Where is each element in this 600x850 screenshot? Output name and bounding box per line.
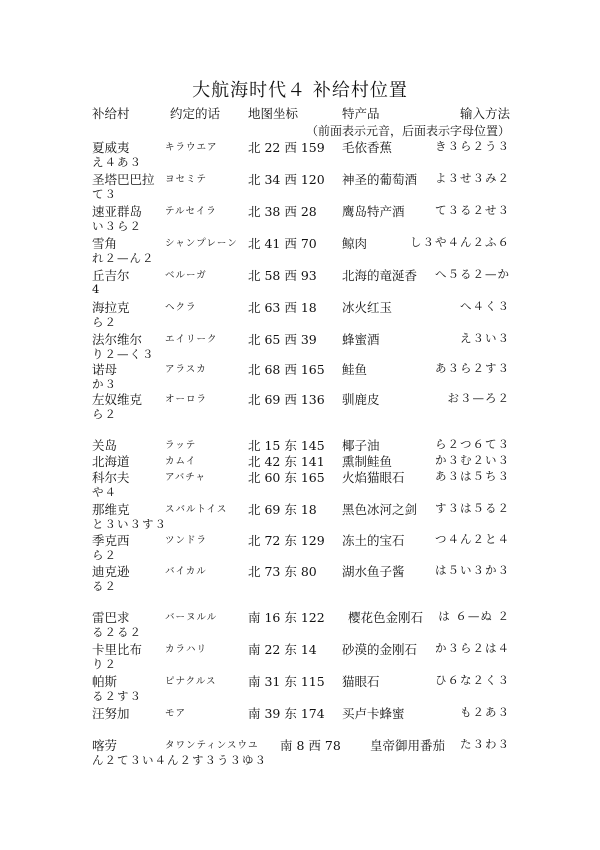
input-method: か３む２い３ <box>435 453 510 467</box>
table-row <box>0 640 600 674</box>
phrase: ラッテ <box>165 440 197 451</box>
table-row <box>0 468 600 502</box>
product: 神圣的葡萄酒 <box>342 172 418 187</box>
product: 北海的竜涎香 <box>342 268 418 283</box>
coords: 北 73 东 80 <box>248 564 317 579</box>
coords: 北 42 东 141 <box>248 454 325 469</box>
product: 樱花色金刚石 <box>348 610 424 625</box>
input-method: へ５る２—か <box>435 267 510 281</box>
phrase: ピナクルス <box>165 676 217 687</box>
village-name: 圣塔巴巴拉 <box>92 172 155 187</box>
coords: 南 22 东 14 <box>248 642 317 657</box>
phrase: モア <box>165 708 187 719</box>
input-method: て３る２せ３ <box>435 203 510 217</box>
header-product: 特产品 <box>342 106 380 121</box>
phrase: ベルーガ <box>165 270 207 281</box>
input-method: も２あ３ <box>460 705 510 719</box>
input-method: あ３ら２す３ <box>435 361 510 375</box>
phrase: バイカル <box>165 566 207 577</box>
input-method: え３い３ <box>460 331 510 345</box>
input-method: ら２つ６て３ <box>435 437 510 451</box>
input-continuation: や４ <box>92 485 117 499</box>
table-row <box>0 500 600 534</box>
table-row <box>0 736 600 770</box>
input-continuation: れ２—ん２ <box>92 251 155 265</box>
table-row <box>0 390 600 424</box>
input-method: き３ら２う３ <box>435 139 510 153</box>
input-continuation: り２—く３ <box>92 347 155 361</box>
product: 皇帝御用番茄 <box>370 738 446 753</box>
header-phrase: 约定的话 <box>170 106 221 121</box>
input-continuation: る２ <box>92 579 117 593</box>
table-row <box>0 266 600 300</box>
input-method: ひ６な２く３ <box>435 673 510 687</box>
village-name: 喀劳 <box>92 738 118 753</box>
village-name: 北海道 <box>92 454 130 469</box>
table-row <box>0 170 600 204</box>
village-name: 海拉克 <box>92 300 130 315</box>
village-name: 雷巴求 <box>92 610 130 625</box>
village-name: 季克西 <box>92 533 130 548</box>
product: 买卢卡蜂蜜 <box>342 706 405 721</box>
table-row <box>0 202 600 236</box>
table-row <box>0 672 600 706</box>
coords: 北 58 西 93 <box>248 268 317 283</box>
product: 黑色冰河之剑 <box>342 502 418 517</box>
phrase: バーヌルル <box>165 612 218 623</box>
product: 毛依香蕉 <box>342 140 393 155</box>
village-name: 科尔夫 <box>92 470 130 485</box>
input-continuation: い３ら２ <box>92 219 142 233</box>
product: 熏制鲑鱼 <box>342 454 393 469</box>
village-name: 诺母 <box>92 362 118 377</box>
table-row <box>0 704 600 738</box>
village-name: 卡里比布 <box>92 642 143 657</box>
coords: 北 22 西 159 <box>248 140 325 155</box>
product: 驯鹿皮 <box>342 392 380 407</box>
product: 猫眼石 <box>342 674 380 689</box>
village-name: 速亚群岛 <box>92 204 143 219</box>
input-method: は ６—ぬ ２ <box>438 609 510 623</box>
input-method: よ３せ３み２ <box>435 171 510 185</box>
village-name: 夏威夷 <box>92 140 130 155</box>
input-method: す３は５る２ <box>435 501 510 515</box>
village-name: 丘吉尔 <box>92 268 130 283</box>
input-continuation: ら２ <box>92 315 117 329</box>
input-continuation: か３ <box>92 377 117 391</box>
input-continuation: て３ <box>92 187 117 201</box>
product: 鹰岛特产酒 <box>342 204 405 219</box>
coords: 南 39 东 174 <box>248 706 325 721</box>
phrase: エイリーク <box>165 334 218 345</box>
phrase: ヘクラ <box>165 302 197 313</box>
phrase: ツンドラ <box>165 535 208 546</box>
input-continuation: り２ <box>92 657 117 671</box>
table-row <box>0 138 600 172</box>
table-row <box>0 298 600 332</box>
village-name: 迪克逊 <box>92 564 130 579</box>
product: 砂漠的金刚石 <box>342 642 418 657</box>
page-title: 大航海时代４ 补给村位置 <box>192 80 408 101</box>
input-continuation: え４あ３ <box>92 155 142 169</box>
input-method: つ４ん２と４ <box>435 532 510 546</box>
header-input-note: （前面表示元音，后面表示字母位置） <box>305 124 510 138</box>
coords: 北 34 西 120 <box>248 172 325 187</box>
product: 火焰猫眼石 <box>342 470 405 485</box>
input-continuation: ん２て３い４ん２す３う３ゆ３ <box>92 753 267 767</box>
table-row <box>0 531 600 565</box>
phrase: カラハリ <box>165 644 208 655</box>
coords: 北 65 西 39 <box>248 332 317 347</box>
village-name: 帕斯 <box>92 674 118 689</box>
input-method: し３や４ん２ふ６ <box>410 235 510 249</box>
coords: 北 15 东 145 <box>248 438 325 453</box>
phrase: アバチャ <box>165 472 206 483</box>
coords: 北 72 东 129 <box>248 533 325 548</box>
header-village: 补给村 <box>92 106 130 121</box>
coords: 南 31 东 115 <box>248 674 325 689</box>
coords: 北 41 西 70 <box>248 236 317 251</box>
village-name: 法尔维尔 <box>92 332 143 347</box>
input-method: へ４く３ <box>460 299 510 313</box>
phrase: カムイ <box>165 456 197 467</box>
table-row <box>0 562 600 596</box>
table-row <box>0 330 600 364</box>
coords: 北 69 东 18 <box>248 502 317 517</box>
product: 鲑鱼 <box>342 362 368 377</box>
product: 冻土的宝石 <box>342 533 405 548</box>
village-name: 左奴维克 <box>92 392 143 407</box>
input-method: た３わ３ <box>460 737 510 751</box>
header-input: 输入方法 <box>459 106 510 121</box>
village-name: 关岛 <box>92 438 118 453</box>
phrase: ヨセミテ <box>165 174 208 185</box>
phrase: オーロラ <box>165 394 208 405</box>
coords: 南 16 东 122 <box>248 610 325 625</box>
input-continuation: と３い３す３ <box>92 517 167 531</box>
phrase: キラウエア <box>165 142 218 153</box>
coords: 南 8 西 78 <box>280 738 341 753</box>
input-continuation: る２す３ <box>92 689 142 703</box>
input-method: か３ら２は４ <box>435 641 510 655</box>
phrase: テルセイラ <box>165 206 217 217</box>
phrase: タワンティンスウユ <box>165 740 259 751</box>
table-row <box>0 608 600 642</box>
product: 鲸肉 <box>342 236 368 251</box>
input-method: あ３は５ち３ <box>435 469 510 483</box>
coords: 北 68 西 165 <box>248 362 325 377</box>
product: 椰子油 <box>342 438 380 453</box>
village-name: 雪角 <box>92 236 118 251</box>
input-method: お３—ろ２ <box>447 391 510 405</box>
village-name: 汪努加 <box>92 706 130 721</box>
header-coords: 地图坐标 <box>248 106 299 121</box>
phrase: スバルトイス <box>165 504 228 515</box>
input-continuation: る２る２ <box>92 625 142 639</box>
product: 湖水鱼子酱 <box>342 564 405 579</box>
product: 蜂蜜酒 <box>342 332 380 347</box>
coords: 北 38 西 28 <box>248 204 317 219</box>
coords: 北 60 东 165 <box>248 470 325 485</box>
coords: 北 63 西 18 <box>248 300 317 315</box>
phrase: アラスカ <box>165 364 207 375</box>
product: 冰火红玉 <box>342 300 393 315</box>
input-continuation: ら２ <box>92 548 117 562</box>
table-row <box>0 234 600 268</box>
table-row <box>0 360 600 394</box>
coords: 北 69 西 136 <box>248 392 325 407</box>
input-continuation: 4 <box>92 282 101 296</box>
village-name: 那维克 <box>92 502 130 517</box>
input-continuation: ら２ <box>92 407 117 421</box>
phrase: シャンプレーン <box>165 238 238 249</box>
input-method: は５い３か３ <box>435 563 510 577</box>
